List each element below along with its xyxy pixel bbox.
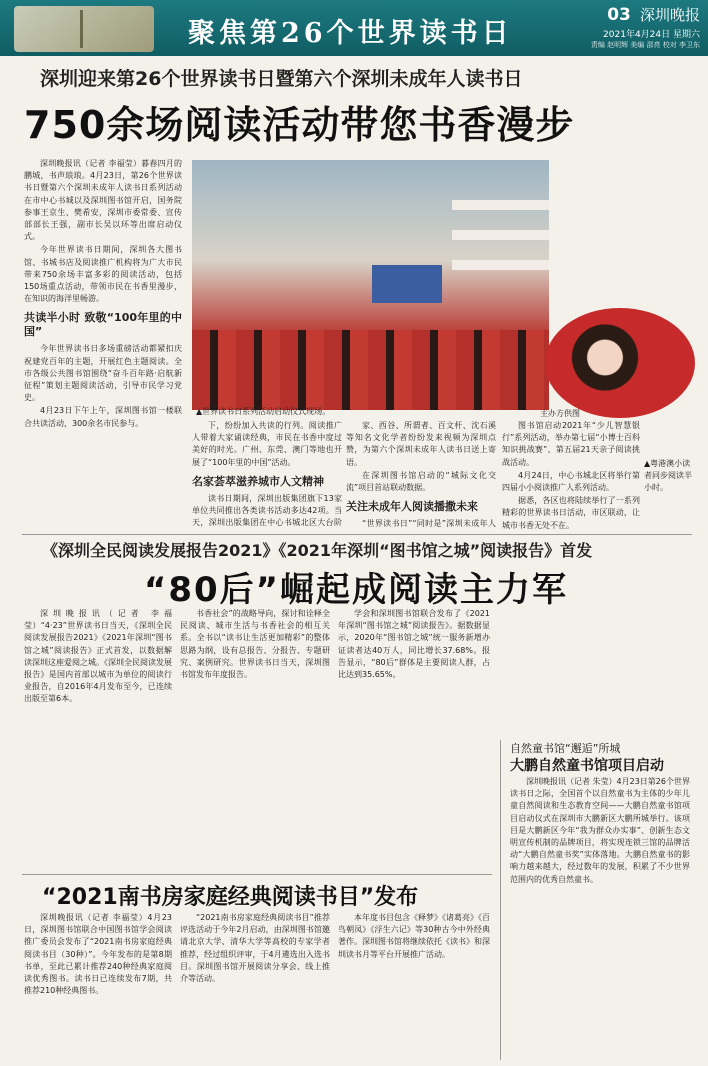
paragraph: 深圳晚报讯（记者 朱莹）4月23日第26个世界读书日之际，全国首个以自然童书为主体的少年儿童自然阅读和生态教育空间——大鹏自然童书馆项目启动仪式在深圳市大鹏新区大鹏所城举行。该项目是大鹏新区今年“我为群众办实事”、创新生态文明宣传机制的品牌项目，将实现连锁三馆的品牌活动“大鹏自然童书奖”实体落地。大鹏自然童书的影响力越来越大，经过数年的发展，积累了不少世界范围内的优秀自然童书。 xyxy=(510,777,690,884)
event-photo xyxy=(192,160,549,410)
book-illustration xyxy=(14,6,154,52)
paragraph: “2021南书房家庭经典阅读书目”推荐评选活动于今年2月启动，由深圳图书馆邀请北京大学、清华大学等高校的专家学者推荐，经过组织评审，于4月遴选出入选书目。深圳图书馆开展阅读分享会、线上推介等活动。 xyxy=(180,913,330,984)
paragraph: 书香社会”的战略导向，探讨和诠释全民阅读、城市生活与书香社会的相互关系。全书以“读书让生活更加精彩”的整体思路为纲，设有总报告、分报告、专题研究、案例研究。世界读书日当天，深圳图书馆发布年度报告。 xyxy=(180,609,330,680)
story1-headline: 750余场阅读活动带您书香漫步 xyxy=(24,103,575,147)
subheading: 共读半小时 致敬“100年里的中国” xyxy=(24,311,182,339)
page-number: 03 xyxy=(607,5,631,25)
paragraph: 深圳晚报讯（记者 李福莹）暮春四月的鹏城，书声琅琅。4月23日，第26个世界读书日暨第六个深圳未成年人读书日系列活动在市中心书城以及深圳图书馆开启，国务院参事王京生、樊希安，深圳市委常委、宣传部部长王强，副市长吴以环等出席启动仪式。 xyxy=(24,159,182,242)
story2-column-2 xyxy=(180,608,330,870)
paragraph: 在深圳图书馆启动的“城际文化交流”项目首站联动数据。 xyxy=(346,470,496,493)
section-title: 聚焦第26个世界读书日 xyxy=(188,18,513,49)
column-rule xyxy=(500,740,501,1060)
photo-balcony xyxy=(452,260,549,270)
paragraph: 本年度书目包含《释梦》《诸葛亮》《百鸟朝凤》《浮生六记》等30种古今中外经典著作。深圳图书馆将继续依托《读书》和深圳读书月等平台开展推广活动。 xyxy=(338,913,490,959)
paragraph: 今年世界读书日期间，深圳各大图书馆、书城书店及阅读推广机构将为广大市民带来750余场丰富多彩的阅读活动，包括150场重点活动，带领市民在书香里漫步，在知识的海洋里畅游。 xyxy=(24,245,182,304)
paragraph: 图书馆启动2021年“少儿智慧银行”系列活动，举办第七届“小博士百科知识挑战赛”、第五届21天亲子阅读挑战活动。 xyxy=(502,421,640,467)
paragraph: 深圳晚报讯（记者 李福莹）“4·23”世界读书日当天，《深圳全民阅读发展报告2021》《2021年深圳“图书馆之城”阅读报告》正式首发，以数据解读深圳这座爱阅之城。《深圳全民阅读发展报告》是国内首部以城市为单位的阅读行业报告，自2016年4月发布至今，已连续出版至第6本。 xyxy=(24,609,172,704)
story2-kicker: 《深圳全民阅读发展报告2021》《2021年深圳“图书馆之城”阅读报告》首发 xyxy=(42,541,593,560)
photo-balcony xyxy=(452,230,549,240)
story3-column-2 xyxy=(180,912,330,1062)
subheading: 名家荟萃滋养城市人文精神 xyxy=(192,474,324,488)
paragraph: “世界读书日”“同时是”深圳未成年人 xyxy=(362,519,496,529)
paragraph: 今年世界读书日多场重磅活动都紧扣庆祝建党百年的主题，开展红色主题阅读。全市各级公共图书馆围绕“奋斗百年路·启航新征程”策划主题阅读活动，引导市民学习党史。 xyxy=(24,344,182,403)
masthead xyxy=(550,4,700,50)
paragraph: 深圳晚报讯（记者 李福莹）4月23日，深圳图书馆联合中国图书馆学会阅读推广委员会发布了“2021南书房家庭经典阅读书目（30种）”。今年发布的是第8期书单，至此已累计推荐240种经典家庭阅读优秀图书。读书日已连续发布7期，共推荐210种经典图书。 xyxy=(24,913,172,996)
paragraph: 下，纷纷加入共读的行列。阅读推广人带着大家诵读经典，市民在书香中度过美好的时光。广州、东莞、澳门等地也开展了“100年里的中国”活动。 xyxy=(192,421,342,467)
story3-column-3 xyxy=(338,912,490,1062)
inset-caption: ▲粤港澳小读者同步阅读半小时。 xyxy=(644,459,692,492)
story2-headline: “80后”崛起成阅读主力军 xyxy=(144,570,569,610)
story1-column-1 xyxy=(24,158,182,530)
issue-date: 2021年4月24日 星期六 xyxy=(603,30,700,40)
story1-column-3 xyxy=(346,420,496,530)
inset-photo-reader xyxy=(545,308,695,418)
photo-crowd xyxy=(192,330,549,410)
paragraph: 4月23日下午上午，深圳图书馆一楼联合共读活动，300余名市民参与。 xyxy=(24,406,182,428)
story1-column-2 xyxy=(192,420,342,530)
photo-stage-screen xyxy=(372,265,442,303)
sidebar-kicker: 自然童书馆“邂逅”所城 xyxy=(510,742,621,755)
story2-column-1 xyxy=(24,608,172,870)
section-divider xyxy=(22,534,692,535)
story3-headline: “2021南书房家庭经典阅读书目”发布 xyxy=(42,885,419,910)
story3-column-1 xyxy=(24,912,172,1062)
story1-kicker: 深圳迎来第26个世界读书日暨第六个深圳未成年人读书日 xyxy=(40,68,523,90)
photo-caption: ▲世界读书日系列活动启动仪式现场。 xyxy=(196,407,331,416)
paragraph: 学会和深圳图书馆联合发布了《2021年深圳“图书馆之城”阅读报告》。据数据显示，2020年“图书馆之城”统一服务新增办证读者达40万人，同比增长37.68%。报告显示，“80后”群体是主要阅读人群，占比达到35.65%。 xyxy=(338,609,490,680)
sidebar-body xyxy=(510,776,690,1060)
photo-credit: 主办方供图 xyxy=(540,409,580,418)
paragraph: 4月24日，中心书城北区将举行第四届小小阅读推广人系列活动。 xyxy=(502,470,640,493)
paragraph: 读书日期间，深圳出版集团旗下13家单位共同推出各类读书活动多达42项。当天，深圳出版集团在中心书城北区大台阶 xyxy=(192,493,342,528)
story1-column-4 xyxy=(502,420,640,530)
photo-balcony xyxy=(452,200,549,210)
paragraph: 家、西谷、所谓者、百文杆、沈石溪等知名文化学者纷纷发来视频为深圳点赞，为第六个深圳未成年人读书日送上寄语。 xyxy=(346,421,496,467)
paragraph: 据悉，各区也将陆续举行了一系列精彩的世界读书日活动，市区联动，让城市书香无处不在。 xyxy=(502,496,640,530)
story2-column-3 xyxy=(338,608,490,870)
subheading: 关注未成年人阅读播撒未来 xyxy=(346,500,478,514)
newspaper-name: 深圳晚报 xyxy=(639,6,700,24)
section-divider xyxy=(22,874,492,875)
editor-credits: 责编 赵明辉 美编 邵亮 校对 李卫东 xyxy=(590,41,700,49)
sidebar-headline: 大鹏自然童书馆项目启动 xyxy=(510,758,664,774)
page-banner xyxy=(0,0,708,56)
